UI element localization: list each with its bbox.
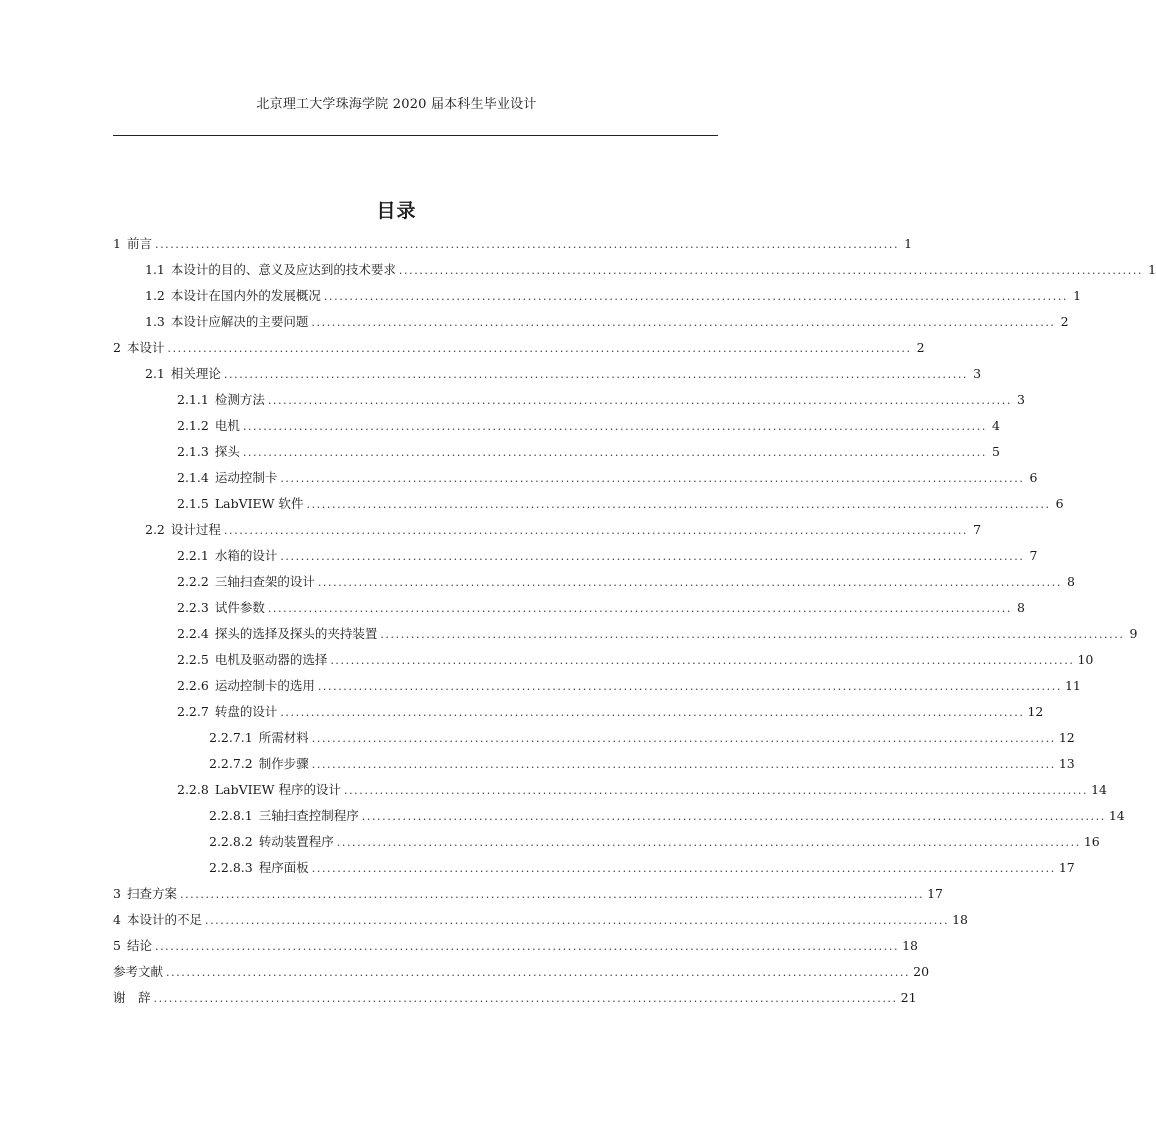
- toc-entry-title: 运动控制卡: [214, 470, 278, 485]
- toc-dot-leader: ..................................................................................................................................................: [179, 887, 925, 901]
- toc-dot-leader: ..................................................................................................................................................: [167, 341, 912, 355]
- toc-entry[interactable]: [113, 334, 925, 360]
- toc-entry-page: 12: [1058, 729, 1075, 745]
- toc-entry-number: 2.1.3: [177, 443, 209, 459]
- toc-entry[interactable]: [209, 724, 1075, 750]
- toc-entry[interactable]: [177, 594, 1025, 620]
- toc-entry-title: 扫查方案: [126, 886, 177, 901]
- toc-entry-title: 设计过程: [170, 522, 221, 537]
- toc-entry-title: 三轴扫查控制程序: [258, 808, 359, 823]
- toc-entry-title: 本设计的目的、意义及应达到的技术要求: [170, 262, 396, 277]
- toc-entry[interactable]: [145, 308, 1069, 334]
- toc-entry[interactable]: [209, 854, 1075, 880]
- toc-dot-leader: ..................................................................................................................................................: [336, 835, 1081, 849]
- toc-entry-number: 2.2.3: [177, 599, 209, 615]
- toc-entry-title: LabVIEW 程序的设计: [214, 782, 341, 797]
- toc-entry-number: 2.2.8.2: [209, 833, 253, 849]
- toc-entry-number: 1.1: [145, 261, 165, 277]
- toc-entry[interactable]: [177, 646, 1094, 672]
- toc-dot-leader: ..................................................................................................................................................: [323, 289, 1069, 303]
- toc-entry-title: 所需材料: [258, 730, 309, 745]
- toc-entry-number: 2.2.7.1: [209, 729, 253, 745]
- toc-entry[interactable]: [113, 932, 918, 958]
- toc-entry-number: 2.1.4: [177, 469, 209, 485]
- toc-entry[interactable]: [145, 360, 982, 386]
- toc-dot-leader: ..................................................................................................................................................: [380, 627, 1125, 641]
- toc-entry-page: 3: [973, 365, 982, 381]
- toc-entry-page: 10: [1077, 651, 1094, 667]
- toc-entry[interactable]: [145, 282, 1082, 308]
- toc-dot-leader: ..................................................................................................................................................: [223, 523, 969, 537]
- toc-entry[interactable]: [113, 958, 930, 984]
- toc-entry-number: 2.1.2: [177, 417, 209, 433]
- toc-entry[interactable]: [177, 568, 1075, 594]
- toc-entry-number: 2.2.8: [177, 781, 209, 797]
- toc-entry-number: 2.2.7.2: [209, 755, 253, 771]
- toc-entry-number: 1: [113, 235, 121, 251]
- toc-entry-page: 7: [1029, 547, 1038, 563]
- toc-entry-page: 6: [1055, 495, 1064, 511]
- toc-entry-title: LabVIEW 软件: [214, 496, 304, 511]
- toc-dot-leader: ..................................................................................................................................................: [280, 549, 1025, 563]
- toc-dot-leader: ..................................................................................................................................................: [154, 939, 900, 953]
- toc-entry[interactable]: [113, 230, 913, 256]
- toc-entry[interactable]: [177, 698, 1044, 724]
- toc-entry[interactable]: [209, 750, 1075, 776]
- toc-dot-leader: ..................................................................................................................................................: [223, 367, 969, 381]
- toc-dot-leader: ..................................................................................................................................................: [330, 653, 1075, 667]
- toc-entry-page: 11: [1064, 677, 1081, 693]
- toc-entry-title: 探头: [214, 444, 240, 459]
- toc-entry-page: 13: [1058, 755, 1075, 771]
- toc-entry-page: 14: [1108, 807, 1125, 823]
- toc-entry-title: 制作步骤: [258, 756, 309, 771]
- toc-entry-title: 谢 辞: [113, 990, 151, 1005]
- toc-entry[interactable]: [177, 464, 1038, 490]
- toc-entry-page: 14: [1091, 781, 1107, 797]
- toc-entry-number: 2.2.1: [177, 547, 209, 563]
- toc-entry-page: 2: [916, 339, 925, 355]
- toc-dot-leader: ..................................................................................................................................................: [242, 445, 987, 459]
- toc-entry-page: 5: [991, 443, 1000, 459]
- toc-dot-leader: ..................................................................................................................................................: [267, 393, 1012, 407]
- toc-entry-title: 程序面板: [258, 860, 309, 875]
- toc-dot-leader: ..................................................................................................................................................: [311, 315, 1056, 329]
- toc-entry-title: 电机: [214, 418, 240, 433]
- toc-dot-leader: ..................................................................................................................................................: [153, 991, 898, 1005]
- toc-entry-number: 2: [113, 339, 121, 355]
- toc-entry[interactable]: [113, 880, 943, 906]
- toc-entry-title: 转盘的设计: [214, 704, 278, 719]
- toc-entry-number: 2.2.8.3: [209, 859, 253, 875]
- toc-entry[interactable]: [177, 672, 1081, 698]
- toc-entry-page: 17: [1058, 859, 1075, 875]
- toc-entry-title: 试件参数: [214, 600, 265, 615]
- toc-dot-leader: ..................................................................................................................................................: [280, 471, 1025, 485]
- toc-entry-number: 2.2.5: [177, 651, 209, 667]
- toc-entry-page: 8: [1066, 573, 1075, 589]
- toc-entry-page: 18: [902, 937, 918, 953]
- toc-entry-number: 2.1: [145, 365, 165, 381]
- toc-entry[interactable]: [177, 542, 1038, 568]
- toc-entry-page: 6: [1029, 469, 1038, 485]
- toc-entry-title: 本设计: [126, 340, 165, 355]
- toc-dot-leader: ..................................................................................................................................................: [242, 419, 987, 433]
- toc-entry-page: 7: [973, 521, 982, 537]
- toc-entry[interactable]: [209, 802, 1125, 828]
- toc-entry-page: 8: [1016, 599, 1025, 615]
- toc-entry[interactable]: [177, 776, 1107, 802]
- toc-entry[interactable]: [113, 984, 917, 1010]
- toc-dot-leader: ..................................................................................................................................................: [361, 809, 1106, 823]
- toc-entry-number: 5: [113, 937, 121, 953]
- toc-entry-page: 1: [904, 235, 913, 251]
- toc-entry-title: 参考文献: [113, 964, 164, 979]
- toc-entry-title: 三轴扫查架的设计: [214, 574, 315, 589]
- toc-entry[interactable]: [177, 620, 1138, 646]
- toc-entry-page: 9: [1129, 625, 1138, 641]
- toc-entry-number: 2.2.8.1: [209, 807, 253, 823]
- toc-entry-page: 18: [952, 911, 968, 927]
- toc-entry-number: 2.2.6: [177, 677, 209, 693]
- toc-dot-leader: ..................................................................................................................................................: [306, 497, 1051, 511]
- toc-entry[interactable]: [113, 906, 968, 932]
- toc-entry-number: 3: [113, 885, 121, 901]
- toc-title: 目录: [376, 200, 417, 222]
- toc-entry-number: 2.2.4: [177, 625, 209, 641]
- toc-entry-title: 电机及驱动器的选择: [214, 652, 328, 667]
- toc-entry-page: 1: [1148, 261, 1156, 277]
- toc-entry-page: 17: [927, 885, 943, 901]
- toc-entry[interactable]: [145, 516, 982, 542]
- toc-dot-leader: ..................................................................................................................................................: [204, 913, 950, 927]
- toc-entry-title: 本设计在国内外的发展概况: [170, 288, 321, 303]
- toc-entry-title: 本设计的不足: [126, 912, 202, 927]
- toc-entry-page: 21: [900, 989, 917, 1005]
- toc-dot-leader: ..................................................................................................................................................: [311, 731, 1056, 745]
- toc-dot-leader: ..................................................................................................................................................: [311, 861, 1056, 875]
- toc-entry[interactable]: [177, 386, 1025, 412]
- toc-entry-page: 4: [991, 417, 1000, 433]
- toc-entry-page: 3: [1016, 391, 1025, 407]
- toc-entry[interactable]: [177, 490, 1064, 516]
- toc-dot-leader: ..................................................................................................................................................: [398, 263, 1144, 277]
- toc-entry-title: 水箱的设计: [214, 548, 278, 563]
- toc-entry[interactable]: [177, 412, 1000, 438]
- toc-entry-page: 1: [1073, 287, 1082, 303]
- toc-entry-number: 2.2: [145, 521, 165, 537]
- running-header: 北京理工大学珠海学院 2020 届本科生毕业设计: [256, 97, 537, 112]
- toc-dot-leader: ..................................................................................................................................................: [317, 679, 1062, 693]
- toc-entry-page: 20: [913, 963, 930, 979]
- toc-dot-leader: ..................................................................................................................................................: [311, 757, 1056, 771]
- toc-entry-title: 检测方法: [214, 392, 265, 407]
- toc-entry-title: 本设计应解决的主要问题: [170, 314, 309, 329]
- toc-entry-number: 2.2.7: [177, 703, 209, 719]
- toc-entry-number: 2.1.1: [177, 391, 209, 407]
- toc-dot-leader: ..................................................................................................................................................: [317, 575, 1062, 589]
- toc-dot-leader: ..................................................................................................................................................: [267, 601, 1012, 615]
- toc-entry-number: 4: [113, 911, 121, 927]
- toc-entry[interactable]: [145, 256, 1156, 282]
- toc-entry-title: 相关理论: [170, 366, 221, 381]
- toc-dot-leader: ..................................................................................................................................................: [154, 237, 900, 251]
- toc-entry-title: 探头的选择及探头的夹持装置: [214, 626, 378, 641]
- toc-entry-number: 1.3: [145, 313, 165, 329]
- toc-entry-title: 运动控制卡的选用: [214, 678, 315, 693]
- toc-dot-leader: ..................................................................................................................................................: [343, 783, 1089, 797]
- toc-entry-page: 2: [1060, 313, 1069, 329]
- toc-entry-number: 1.2: [145, 287, 165, 303]
- header-rule: [113, 135, 718, 136]
- toc-entry-page: 12: [1027, 703, 1044, 719]
- toc-entry-page: 16: [1083, 833, 1100, 849]
- toc-entry-title: 转动装置程序: [258, 834, 334, 849]
- toc-dot-leader: ..................................................................................................................................................: [166, 965, 911, 979]
- toc-entry[interactable]: [209, 828, 1100, 854]
- toc-entry-title: 前言: [126, 236, 152, 251]
- toc-entry-number: 2.2.2: [177, 573, 209, 589]
- toc-entry[interactable]: [177, 438, 1000, 464]
- toc-dot-leader: ..................................................................................................................................................: [280, 705, 1025, 719]
- toc-entry-number: 2.1.5: [177, 495, 209, 511]
- toc-entry-title: 结论: [126, 938, 152, 953]
